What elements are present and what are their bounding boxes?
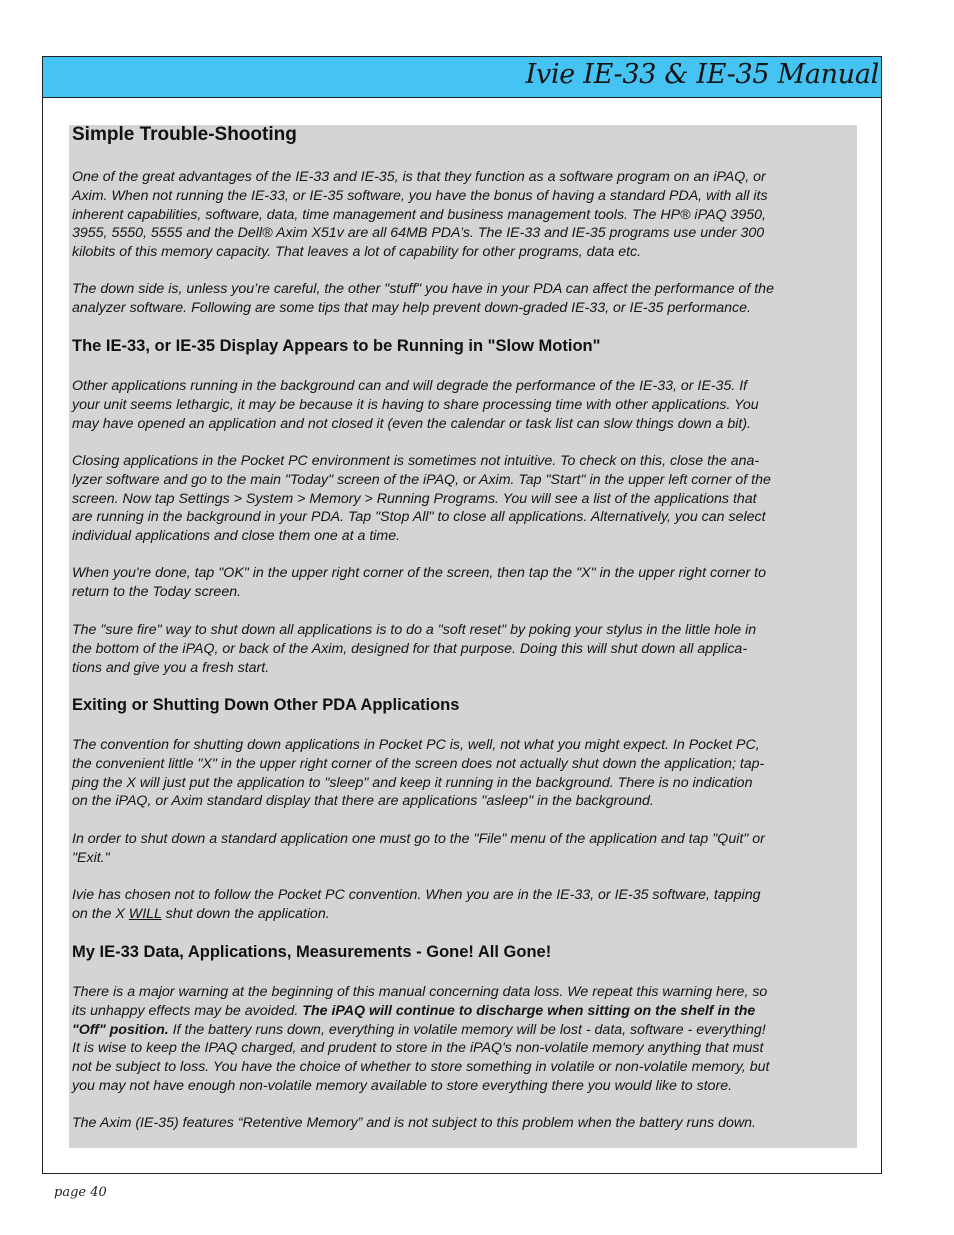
section-title-exiting-apps: Exiting or Shutting Down Other PDA Applications [72,696,460,714]
paragraph-soft-reset: The "sure fire" way to shut down all applications is to do a "soft reset" by poking your stylus in the little hole in the bottom of the iPAQ, or back of the Axim, designed for that purpose. Doing this will shut down all applica- tions and give you a fresh start. [72,622,757,676]
page-frame [42,56,882,1174]
section-title-simple-trouble-shooting: Simple Trouble-Shooting [72,124,297,145]
warning-emphasis-off: "Off" position. [72,1021,169,1038]
paragraph-when-done: When you're done, tap "OK" in the upper right corner of the screen, then tap the "X" in the upper right corner to return to the Today screen. [72,565,767,600]
paragraph-file-menu: In order to shut down a standard application one must go to the "File" menu of the application and tap "Quit" or "Exit." [72,831,765,866]
paragraph-background-apps: Other applications running in the background can and will degrade the performance of the IE-33, or IE-35. If your unit seems lethargic, it may be because it is having to share processing time with other applications. You may have opened an application and not closed it (even the calendar or task list can slow things down a bit). [72,378,759,432]
manual-title: Ivie IE-33 & IE-35 Manual [525,59,879,90]
paragraph-data-loss-warning: There is a major warning at the beginning of this manual concerning data loss. We repeat this warning here, so its unhappy effects may be avoided. The iPAQ will continue to discharge when sitting on the shelf in the "Off" position. If the battery runs down, everything in volatile memory will be lost - data, software - everything! It is wise to keep the IPAQ charged, and prudent to store in the iPAQ's non-volatile memory anything that must not be subject to loss. You have the choice of whether to store something in volatile or non-volatile memory, but you may not have enough non-volatile memory available to store everything there you would like to store. [72,984,770,1094]
warning-emphasis: The iPAQ will continue to discharge when sitting on the shelf in the [302,1002,756,1019]
section-title-data-gone: My IE-33 Data, Applications, Measurements - Gone! All Gone! [72,943,552,961]
paragraph-axim-retentive: The Axim (IE-35) features “Retentive Memory” and is not subject to this problem when the battery runs down. [72,1115,756,1131]
paragraph-advantages: One of the great advantages of the IE-33 and IE-35, is that they function as a software program on an iPAQ, or Axim. When not running the IE-33, or IE-35 software, you have the bonus of having a standard PDA, with all its inherent capabilities, software, data, time management and business management tools. The HP® iPAQ 3950, 3955, 5550, 5555 and the Dell® Axim X51v are all 64MB PDA’s. The IE-33 and IE-35 programs use under 300 kilobits of this memory capacity. That leaves a lot of capability for other programs, data etc. [72,169,768,260]
paragraph-down-side: The down side is, unless you’re careful, the other "stuff" you have in your PDA can affect the performance of the analyzer software. Following are some tips that may help prevent down-graded IE-33, or IE-35 performance. [72,281,774,316]
page-number: page 40 [54,1185,107,1200]
emphasis-will: WILL [128,905,162,922]
paragraph-closing-apps: Closing applications in the Pocket PC environment is sometimes not intuitive. To check on this, close the ana- lyzer software and go to the main "Today" screen of the iPAQ, or Axim. Tap "Start" in the upper left corner of the screen. Now tap Settings > System > Memory > Running Programs. You will see a list of the applications that are running in the background in your PDA. Tap "Stop All" to close all applications. Alternatively, you can select individual applications and close them one at a time. [72,453,771,544]
content-panel [69,125,857,1148]
paragraph-ivie-convention: Ivie has chosen not to follow the Pocket PC convention. When you are in the IE-33, or IE-35 software, tapping on the X WILL shut down the application. [72,887,761,922]
section-title-slow-motion: The IE-33, or IE-35 Display Appears to be Running in "Slow Motion" [72,337,601,355]
paragraph-convention: The convention for shutting down applications in Pocket PC is, well, not what you might expect. In Pocket PC, the convenient little "X" in the upper right corner of the screen does not actually shut down the application; tap- ping the X will just put the application to "sleep" and keep it running in the background. There is no indication on the iPAQ, or Axim standard display that there are applications "asleep" in the background. [72,737,765,810]
header-bar [43,57,881,98]
